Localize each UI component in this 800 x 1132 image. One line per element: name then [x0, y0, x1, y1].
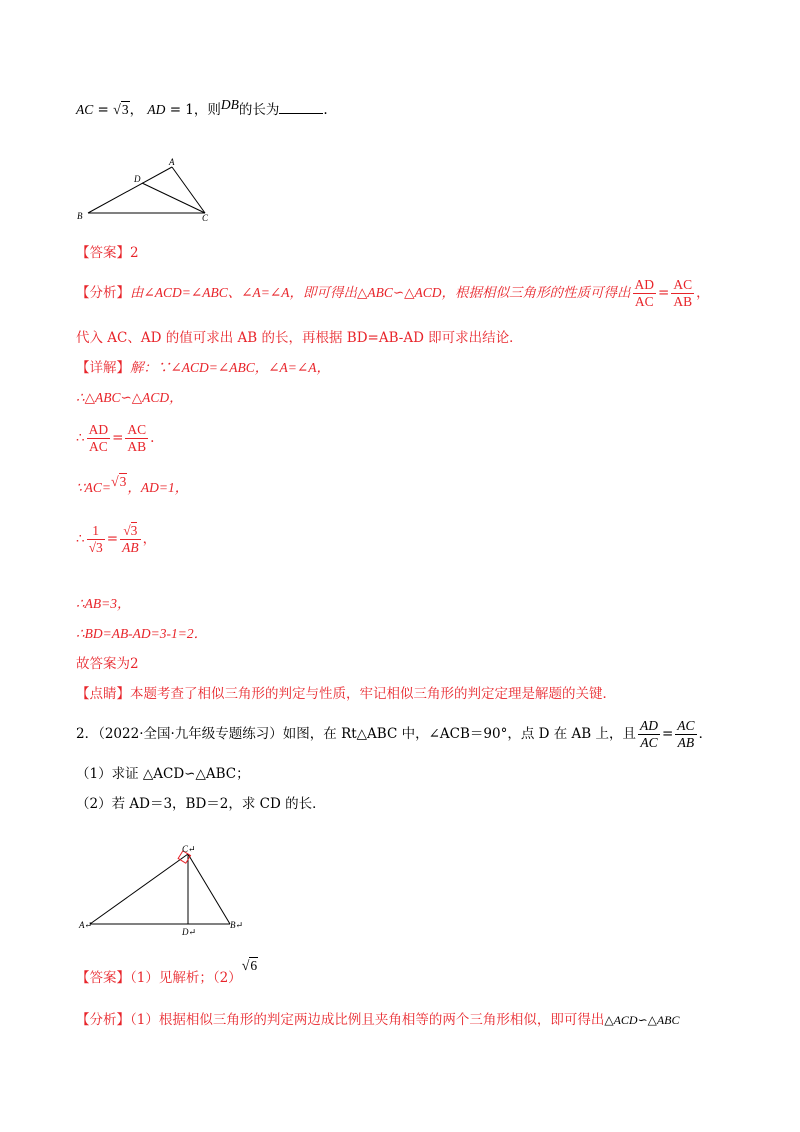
problem2-q1: （1）求证 △ACD∽△ABC；	[76, 766, 250, 782]
label-d2: D↵	[182, 927, 197, 937]
problem2-q2: （2）若 AD＝3，BD＝2，求 CD 的长．	[76, 796, 326, 812]
detail-line2: ∴△ABC∽△ACD，	[76, 390, 183, 405]
detail-line6: ∴AB=3，	[76, 596, 131, 611]
label-c: C	[202, 213, 209, 223]
answer-2: 【答案】（1）见解析；（2）√6	[76, 958, 258, 986]
label-b: B	[77, 211, 83, 221]
label-a: A	[169, 157, 175, 167]
sqrt3: √3	[113, 102, 129, 118]
problem2-stem: 2．（2022·全国·九年级专题练习）如图，在 Rt△ABC 中，∠ACB＝90°，点 D 在 AB 上，且 $\frac{AD}{AC}$ = $\frac{AC}{AB}$ ．	[76, 718, 713, 750]
math-db: DB	[220, 97, 239, 112]
analysis-2: 【分析】（1）根据相似三角形的判定两边成比例且夹角相等的两个三角形相似，即可得出△ACD∽△ABC	[76, 1012, 680, 1028]
final-answer-1: 故答案为2	[76, 656, 139, 672]
answer-1: 【答案】2	[76, 245, 139, 261]
label-c2: C↵	[182, 844, 196, 854]
fraction-ad-ac: $\frac{AD}{AC}$	[634, 277, 655, 309]
analysis-1-line2: 代入 AC、AD 的值可求出 AB 的长，再根据 BD=AB-AD 即可求出结论．	[76, 330, 523, 346]
problem1-given-line: AC = √3， AD = 1，则DB的长为 .	[76, 100, 328, 121]
label-a2: A↵	[79, 920, 93, 930]
detail-line3: ∴ $\frac{AD}{AC}$ = $\frac{AC}{AB}$ .	[76, 422, 155, 454]
triangle-figure-1	[72, 155, 222, 227]
comment-1: 【点睛】本题考查了相似三角形的判定与性质，牢记相似三角形的判定定理是解题的关键．	[76, 686, 616, 702]
sqrt6: √6	[241, 958, 258, 974]
detail-line4: ∵AC=√3，AD=1，	[76, 474, 189, 495]
detail-line1: 【详解】解：∵∠ACD=∠ABC，∠A=∠A，	[76, 360, 330, 376]
math-ac: AC	[76, 102, 94, 117]
label-b2: B↵	[230, 920, 244, 930]
fraction-ac-ab: $\frac{AC}{AB}$	[673, 277, 693, 309]
label-d: D	[134, 174, 141, 184]
math-ad: AD	[147, 102, 166, 117]
analysis-1-line1: 【分析】由∠ACD=∠ABC、∠A=∠A，即可得出△ABC∽△ACD，根据相似三角形的性质可得出 $\frac{AD}{AC}$ = $\frac{AC}{AB}$ ，	[76, 277, 710, 309]
detail-line7: ∴BD=AB-AD=3-1=2．	[76, 626, 208, 641]
detail-line5: ∴ $\frac{1}{√3}$ = $\frac{√3}{AB}$ ，	[76, 523, 157, 555]
answer-blank	[279, 101, 323, 114]
triangle-figure-2	[78, 840, 258, 940]
